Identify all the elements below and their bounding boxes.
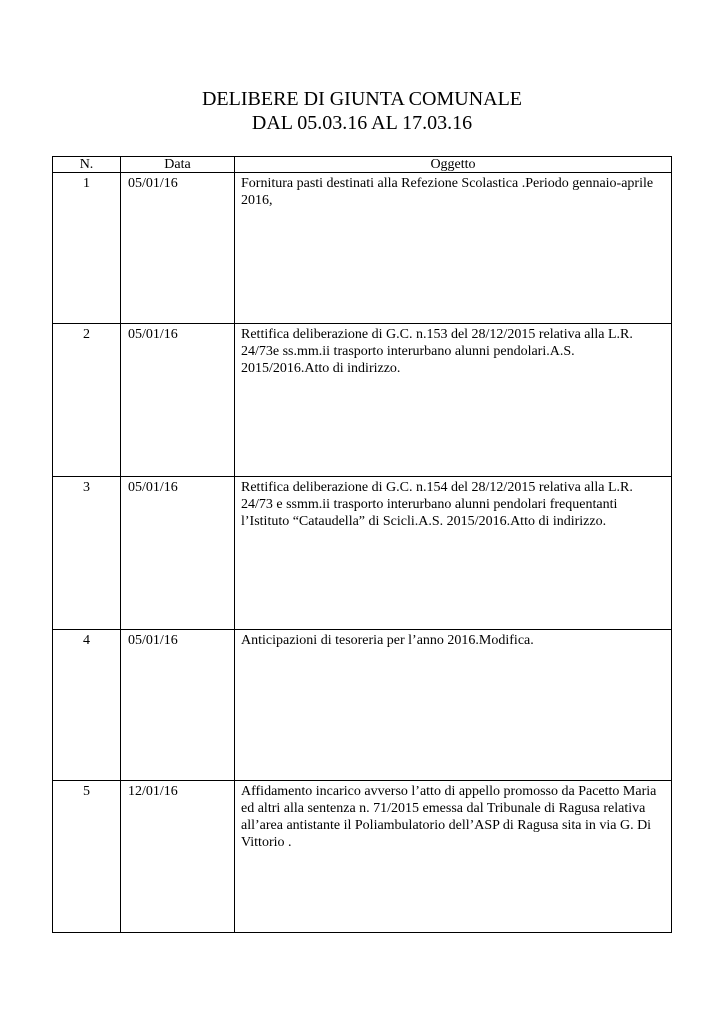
row-subject: Fornitura pasti destinati alla Refezione Scolastica .Periodo gennaio-aprile 2016, — [235, 173, 672, 324]
row-date: 05/01/16 — [121, 173, 235, 324]
column-header-number: N. — [53, 157, 121, 173]
row-number: 3 — [53, 477, 121, 630]
table-row — [53, 781, 672, 933]
column-header-subject: Oggetto — [235, 157, 672, 173]
document-date-range: DAL 05.03.16 AL 17.03.16 — [251, 112, 473, 134]
row-number: 1 — [53, 173, 121, 324]
row-subject: Affidamento incarico avverso l’atto di appello promosso da Pacetto Maria ed altri alla sentenza n. 71/2015 emessa dal Tribunale di Ragusa relativa all’area antistante il Poliambulatorio dell’ASP di Ragusa sita in via G. Di Vittorio . — [235, 781, 672, 933]
table-row — [53, 630, 672, 781]
row-date: 05/01/16 — [121, 324, 235, 477]
row-number: 5 — [53, 781, 121, 933]
column-header-date: Data — [121, 157, 235, 173]
row-subject: Anticipazioni di tesoreria per l’anno 2016.Modifica. — [235, 630, 672, 781]
table-row — [53, 477, 672, 630]
table-row — [53, 324, 672, 477]
row-subject: Rettifica deliberazione di G.C. n.153 del 28/12/2015 relativa alla L.R. 24/73e ss.mm.ii trasporto interurbano alunni pendolari.A.S. 2015/2016.Atto di indirizzo. — [235, 324, 672, 477]
row-number: 2 — [53, 324, 121, 477]
row-date: 05/01/16 — [121, 630, 235, 781]
row-date: 12/01/16 — [121, 781, 235, 933]
table-row — [53, 173, 672, 324]
row-subject: Rettifica deliberazione di G.C. n.154 del 28/12/2015 relativa alla L.R. 24/73 e ssmm.ii trasporto interurbano alunni pendolari frequentanti l’Istituto “Cataudella” di Scicli.A.S. 2015/2016.Atto di indirizzo. — [235, 477, 672, 630]
row-date: 05/01/16 — [121, 477, 235, 630]
row-number: 4 — [53, 630, 121, 781]
document-title: DELIBERE DI GIUNTA COMUNALE — [201, 88, 523, 110]
table-header-row — [53, 157, 672, 173]
delibere-table — [52, 156, 672, 933]
